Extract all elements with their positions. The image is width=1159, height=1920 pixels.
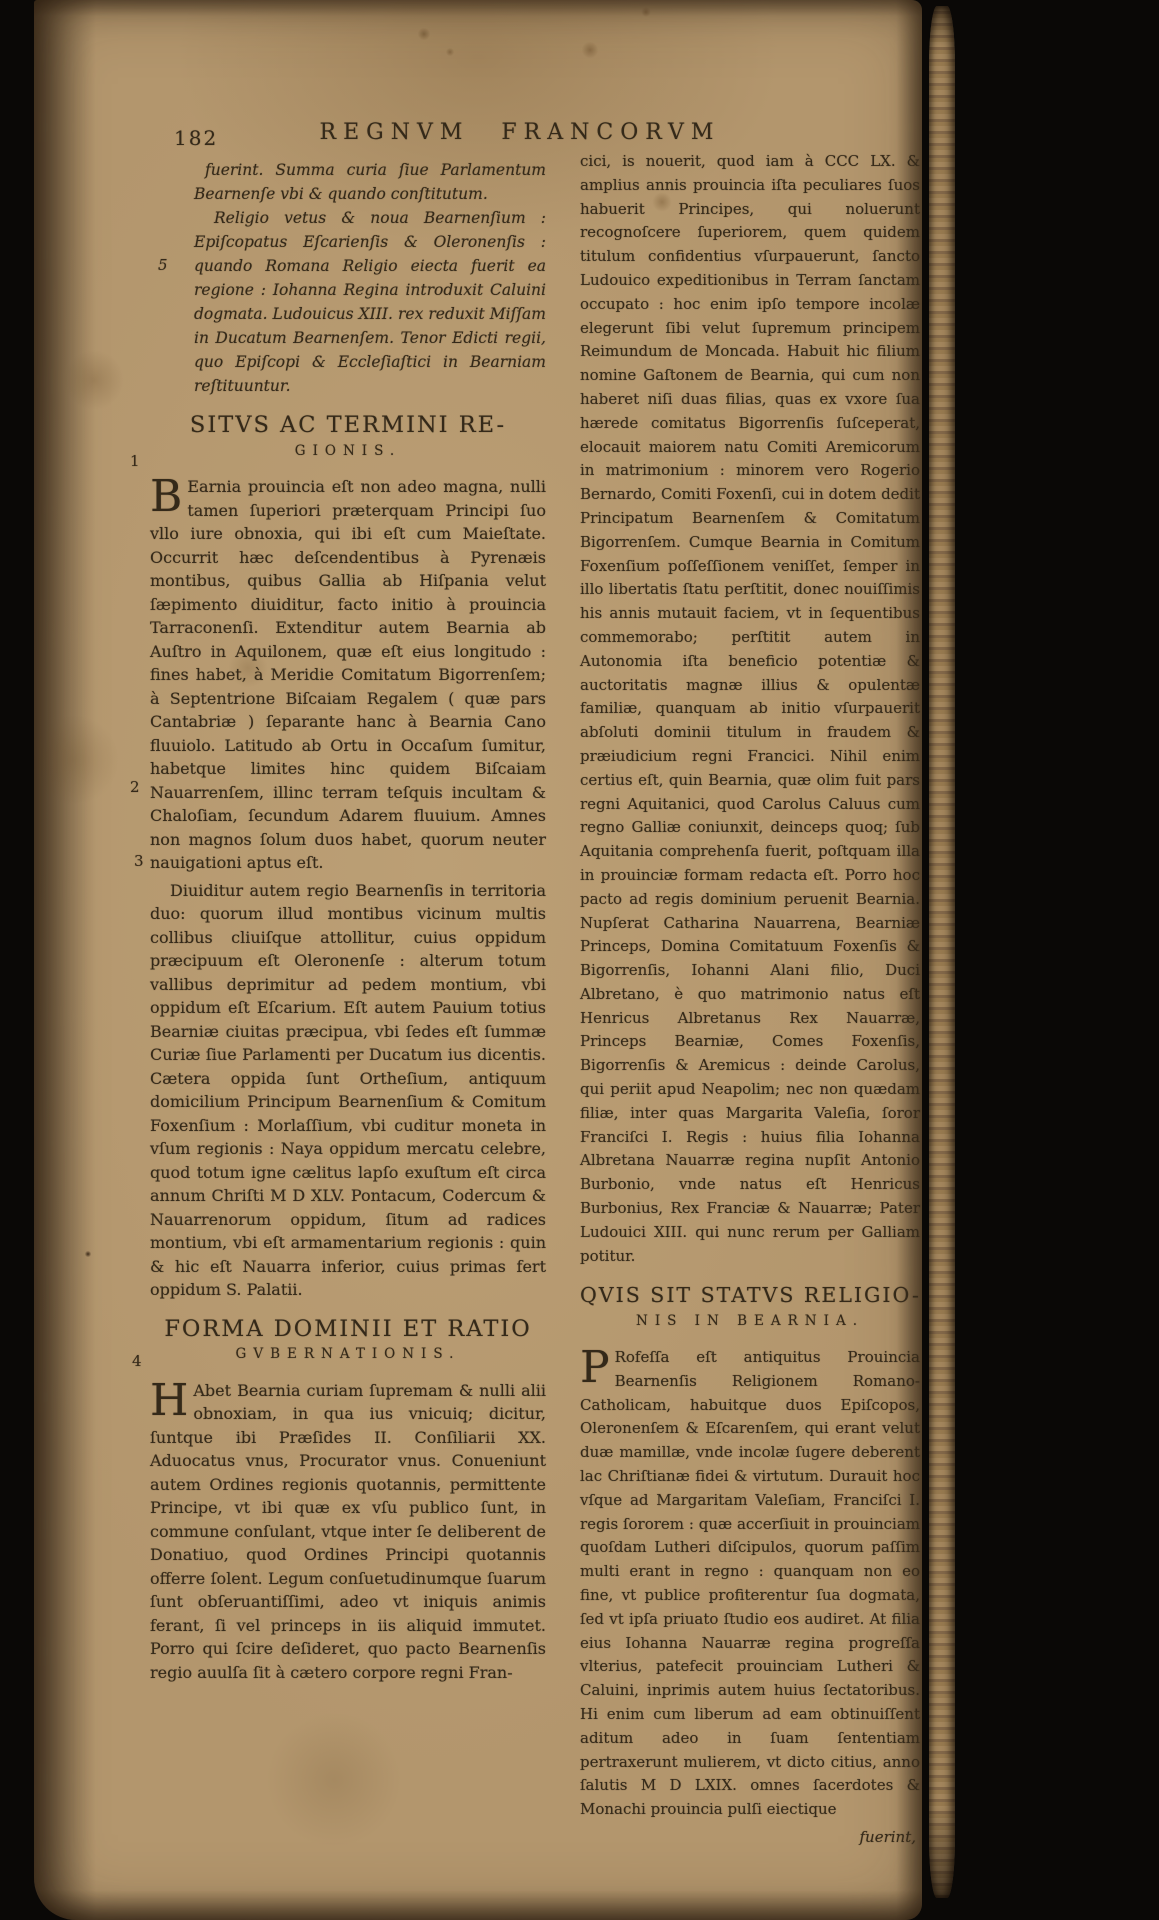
paragraph-habet — [150, 1374, 546, 1685]
dropcap-P: P — [580, 1342, 610, 1394]
paragraph-bearnia-text: Earnia prouincia eſt non adeo magna, nulli tamen ſuperiori præterquam Principi ſuo vllo iure obnoxia, qui ibi eſt cum Maieſtate. Occurrit hæc deſcendentibus à Pyrenæis montibus, quibus Gallia ab Hiſpania velut ſæpimento diuiditur, facto initio à prouincia Tarraconenſi. Extenditur autem Bearnia ab Auſtro in Aquilonem, quæ eſt eius longitudo : fines habet, à Meridie Comitatum Bigorrenſem; à Septentrione Biſcaiam Regalem ( quæ pars Cantabriæ ) ſeparante hanc à Bearnia Cano fluuiolo. Latitudo ab Ortu in Occaſum ſumitur, habetque limites hinc quidem Biſcaiam Nauarrenſem, illinc terram teſquis incultam & Chaloſiam, ſecundum Adarem fluuium. Amnes non magnos ſolum duos habet, quorum neuter nauigationi aptus eſt. — [150, 477, 546, 872]
heading-situs-line2: GIONIS. — [294, 442, 402, 459]
chapter-index-block — [194, 158, 546, 398]
paragraph-habet-text: Abet Bearnia curiam ſupremam & nulli alii obnoxiam, in qua ius vnicuiq; dicitur, ſuntque ibi Præſides II. Conſiliarii XX. Aduocatus vnus, Procurator vnus. Conueniunt autem Ordines regionis quotannis, permittente Principe, vt ibi quæ ex vſu publico ſunt, in commune conſulant, vtque inter ſe deliberent de Donatiuo, quod Ordines Principi quotannis offerre ſolent. Legum conſuetudinumque ſuarum ſunt obſeruantiſſimi, adeo vt iniquis animis ferant, ſi vel princeps in iis aliquid immutet. Porro qui ſcire deſideret, quo pacto Bearnenſis regio auulſa ſit à cætero corpore regni Fran- — [150, 1380, 546, 1682]
margin-number-5: 5 — [158, 256, 168, 274]
index-continuation: fuerint. Summa curia ſiue Parlamentum Bearnenſe vbi & quando conſtitutum. — [194, 161, 546, 203]
left-column — [150, 158, 546, 1688]
heading-situs-line1: SITVS AC TERMINI RE- — [189, 412, 507, 438]
heading-forma-line2: GVBERNATIONIS. — [235, 1346, 461, 1362]
book-page — [34, 0, 922, 1920]
heading-quis-line2: NIS IN BEARNIA. — [636, 1313, 864, 1330]
paragraph-professa-text: Rofeſſa eſt antiquitus Prouincia Bearnenſis Religionem Romano-Catholicam, habuitque duos Epiſcopos, Oleronenſem & Eſcarenſem, qui erant velut duæ mamillæ, vnde incolæ ſugere deberent lac Chriſtianæ fidei & virtutum. Durauit hoc vſque ad Margaritam Valeſiam, Franciſci I. regis ſororem : quæ accerſiuit in prouinciam quoſdam Lutheri diſcipulos, quorum paſſim multi erant in regno : quanquam non eo fine, vt publice profiterentur ſua dogmata, ſed vt ipſa priuato ſtudio eos audiret. At filia eius Iohanna Nauarræ regina progreſſa vlterius, patefecit prouinciam Lutheri & Caluini, inprimis autem huius ſectatoribus. Hi enim cum liberum ad eam obtinuiſſent aditum adeo in ſuam ſententiam pertraxerunt mulierem, vt dicto citius, anno ſalutis M D LXIX. omnes ſacerdotes & Monachi prouincia pulſi eiectique — [580, 1348, 920, 1819]
catchword: fuerint, — [859, 1827, 916, 1846]
heading-quis-line1: QVIS SIT STATVS RELIGIO- — [580, 1283, 921, 1308]
heading-forma-line1: FORMA DOMINII ET RATIO — [164, 1315, 532, 1342]
paragraph-diuiditur: Diuiditur autem regio Bearnenſis in territoria duo: quorum illud montibus vicinum multis collibus cliuiſque attollitur, cuius oppidum præcipuum eſt Oleronenſe : alterum totum vallibus deprimitur ad pedem montium, vbi oppidum eſt Eſcarium. Eſt autem Pauium totius Bearniæ ciuitas præcipua, vbi ſedes eſt ſummæ Curiæ ſiue Parlamenti per Ducatum ius dicentis. Cætera oppida ſunt Ortheſium, antiquum domicilium Principum Bearnenſium & Comitum Foxenſium : Morlaſſium, vbi cuditur moneta in vſum regionis : Naya oppidum mercatu celebre, quod totum igne cælitus lapſo exuſtum eſt circa annum Chriſti M D XLV. Pontacum, Codercum & Nauarrenorum oppidum, ſitum ad radices montium, vbi eſt armamentarium regionis : quin & hic eſt Nauarra inferior, cuius primas fert oppidum S. Palatii. — [150, 880, 546, 1299]
margin-number-1: 1 — [130, 452, 140, 470]
paragraph-professa — [580, 1342, 920, 1822]
dropcap-B: B — [150, 471, 183, 522]
running-title: REGNVM FRANCORVM — [319, 120, 721, 145]
index-item-5: Religio vetus & noua Bearnenſium : Epiſcopatus Eſcarienſis & Oleronenſis : quando Romana Religio eiecta fuerit ea regione : Iohanna Regina introduxit Caluini dogmata. Ludouicus XIII. rex reduxit Miſſam in Ducatum Bearnenſem. Tenor Edicti regii, quo Epiſcopi & Eccleſiaſtici in Bearniam reſtituuntur. — [194, 209, 546, 395]
margin-number-3: 3 — [134, 852, 144, 870]
dropcap-H: H — [150, 1374, 189, 1426]
paragraph-continuation: cici, is nouerit, quod iam à CCC LX. & amplius annis prouincia iſta peculiares ſuos habuerit Principes, qui noluerunt recognoſcere ſuperiorem, quem quidem titulum confidentius vſurpauerunt, ſancto Ludouico expeditionibus in Terram ſanctam occupato : hoc enim ipſo tempore incolæ elegerunt ſibi velut ſupremum principem Reimundum de Moncada. Habuit hic filium nomine Gaſtonem de Bearnia, qui cum non haberet niſi duas filias, quas ex vxore ſua hærede comitatus Bigorrenſis ſuſceperat, elocauit maiorem natu Comiti Aremicorum in matrimonium : minorem vero Rogerio Bernardo, Comiti Foxenſi, cui in dotem dedit Principatum Bearnenſem & Comitatum Bigorrenſem. Cumque Bearnia in Comitum Foxenſium poſſeſſionem veniſſet, ſemper in illo libertatis ſtatu perſtitit, donec nouiſſimis his annis mutauit faciem, vt in ſequentibus commemorabo; perſtitit autem in Autonomia iſta beneficio potentiæ & auctoritatis magnæ illius & opulentæ familiæ, quanquam ab initio vſurpauerit abſoluti dominii titulum in fraudem & præiudicium regni Francici. Nihil enim certius eſt, quin Bearnia, quæ olim fuit pars regni Aquitanici, quod Carolus Caluus cum regno Galliæ coniunxit, deinceps quoq; ſub Aquitania comprehenſa fuerit, poſtquam illa in prouinciæ formam redacta eſt. Porro hoc pacto ad regis dominium peruenit Bearnia. Nupſerat Catharina Nauarrena, Bearniæ Princeps, Domina Comitatuum Foxenſis & Bigorrenſis, Iohanni Alani filio, Duci Albretano, è quo matrimonio natus eſt Henricus Albretanus Rex Nauarræ, Princeps Bearniæ, Comes Foxenſis, Bigorrenſis & Aremicus : deinde Carolus, qui periit apud Neapolim; nec non quædam filiæ, inter quas Margarita Valeſia, ſoror Franciſci I. Regis : huius filia Iohanna Albretana Nauarræ regina nupſit Antonio Burbonio, vnde natus eſt Henricus Burbonius, Rex Franciæ & Nauarræ; Pater Ludouici XIII. qui nunc rerum per Galliam potitur. — [580, 152, 920, 1265]
paragraph-bearnia — [150, 471, 546, 875]
page-number: 182 — [174, 126, 219, 150]
right-column — [580, 150, 920, 1850]
book-fore-edge — [929, 6, 955, 1898]
margin-number-4: 4 — [132, 1352, 142, 1370]
margin-number-2: 2 — [130, 778, 140, 796]
